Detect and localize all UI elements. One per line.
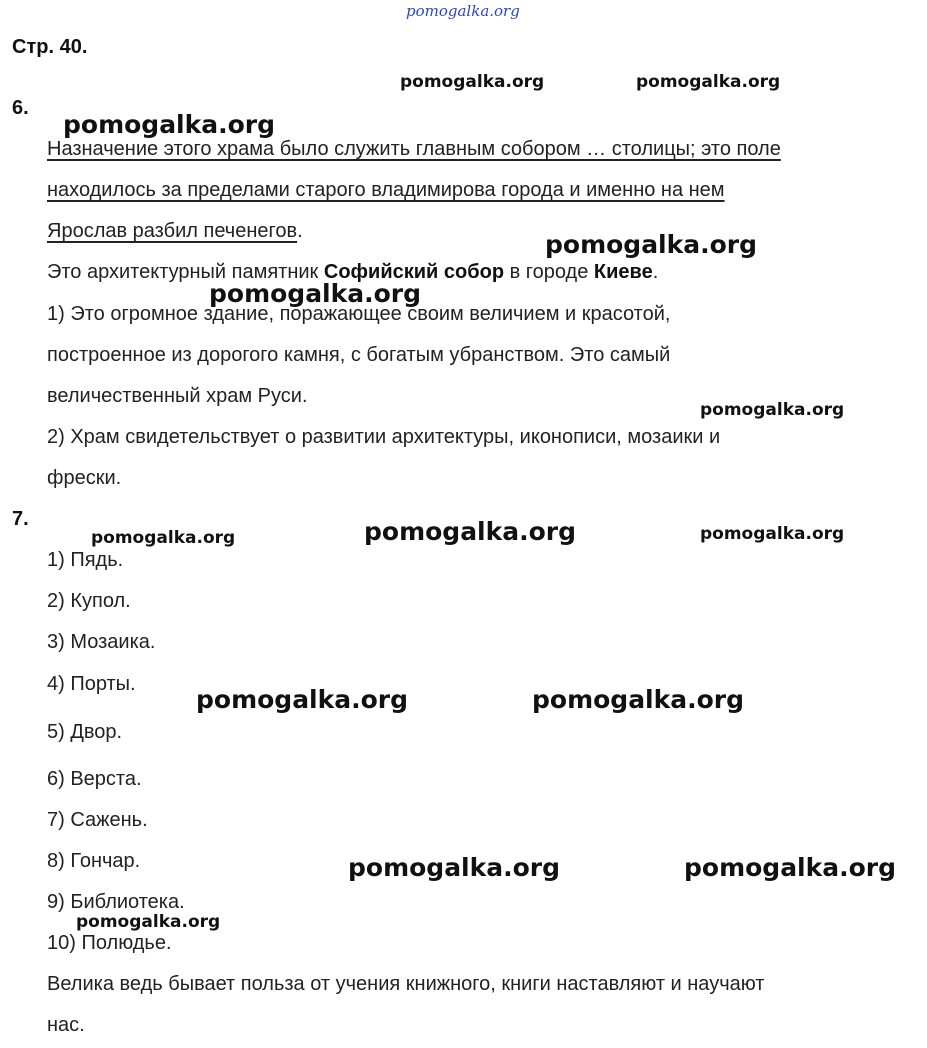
watermark: pomogalka.org (636, 72, 781, 92)
watermark: pomogalka.org (209, 279, 422, 308)
page-label: Стр. 40. (12, 36, 88, 58)
watermark: pomogalka.org (76, 912, 221, 932)
task-6-quote-line-2 (47, 179, 725, 202)
task-7-item: 1) Пядь. (47, 549, 124, 571)
underlined-text: находилось за пределами старого владимирова города и именно на нем (47, 179, 725, 201)
watermark: pomogalka.org (91, 528, 236, 548)
task-7-item: 4) Порты. (47, 673, 136, 695)
watermark: pomogalka.org (545, 230, 758, 259)
monument-city: Киеве (593, 261, 653, 283)
watermark: pomogalka.org (196, 685, 409, 714)
watermark: pomogalka.org (532, 685, 745, 714)
task-7-item: 2) Купол. (47, 590, 131, 612)
task-7-closing-line: Велика ведь бывает польза от учения книжного, книги наставляют и научают (47, 973, 765, 995)
period: . (297, 220, 303, 242)
watermark: pomogalka.org (348, 853, 561, 882)
task-7-number: 7. (12, 508, 29, 530)
task-6-answer-line: величественный храм Руси. (47, 385, 308, 407)
task-6-answer-line: фрески. (47, 467, 122, 489)
task-7-item: 9) Библиотека. (47, 891, 185, 913)
monument-prefix: Это архитектурный памятник (47, 261, 324, 283)
monument-name: Софийский собор (323, 261, 505, 283)
watermark: pomogalka.org (684, 853, 897, 882)
task-6-answer-line: построенное из дорогого камня, с богатым убранством. Это самый (47, 344, 671, 366)
watermark: pomogalka.org (700, 524, 845, 544)
task-7-item: 5) Двор. (47, 721, 123, 743)
task-7-item: 6) Верста. (47, 768, 142, 790)
task-6-answer-line: 1) Это огромное здание, поражающее своим величием и красотой, (47, 303, 671, 325)
task-7-closing-line: нас. (47, 1014, 85, 1036)
task-6-quote-line-1 (47, 138, 781, 161)
task-7-item: 7) Сажень. (47, 809, 148, 831)
watermark: pomogalka.org (364, 517, 577, 546)
task-7-item: 8) Гончар. (47, 850, 141, 872)
task-6-number: 6. (12, 97, 29, 119)
task-7-item: 3) Мозаика. (47, 631, 156, 653)
watermark: pomogalka.org (63, 110, 276, 139)
watermark: pomogalka.org (400, 72, 545, 92)
task-6-answer-line: 2) Храм свидетельствует о развитии архитектуры, иконописи, мозаики и (47, 426, 721, 448)
task-7-item: 10) Полюдье. (47, 932, 172, 954)
underlined-text: Назначение этого храма было служить главным собором … столицы; это поле (47, 138, 781, 160)
watermark-top: pomogalka.org (406, 2, 520, 20)
watermark: pomogalka.org (700, 400, 845, 420)
underlined-text: Ярослав разбил печенегов (47, 220, 298, 242)
monument-middle: в городе (504, 261, 594, 283)
monument-suffix: . (652, 261, 659, 283)
task-6-quote-line-3 (47, 220, 303, 243)
